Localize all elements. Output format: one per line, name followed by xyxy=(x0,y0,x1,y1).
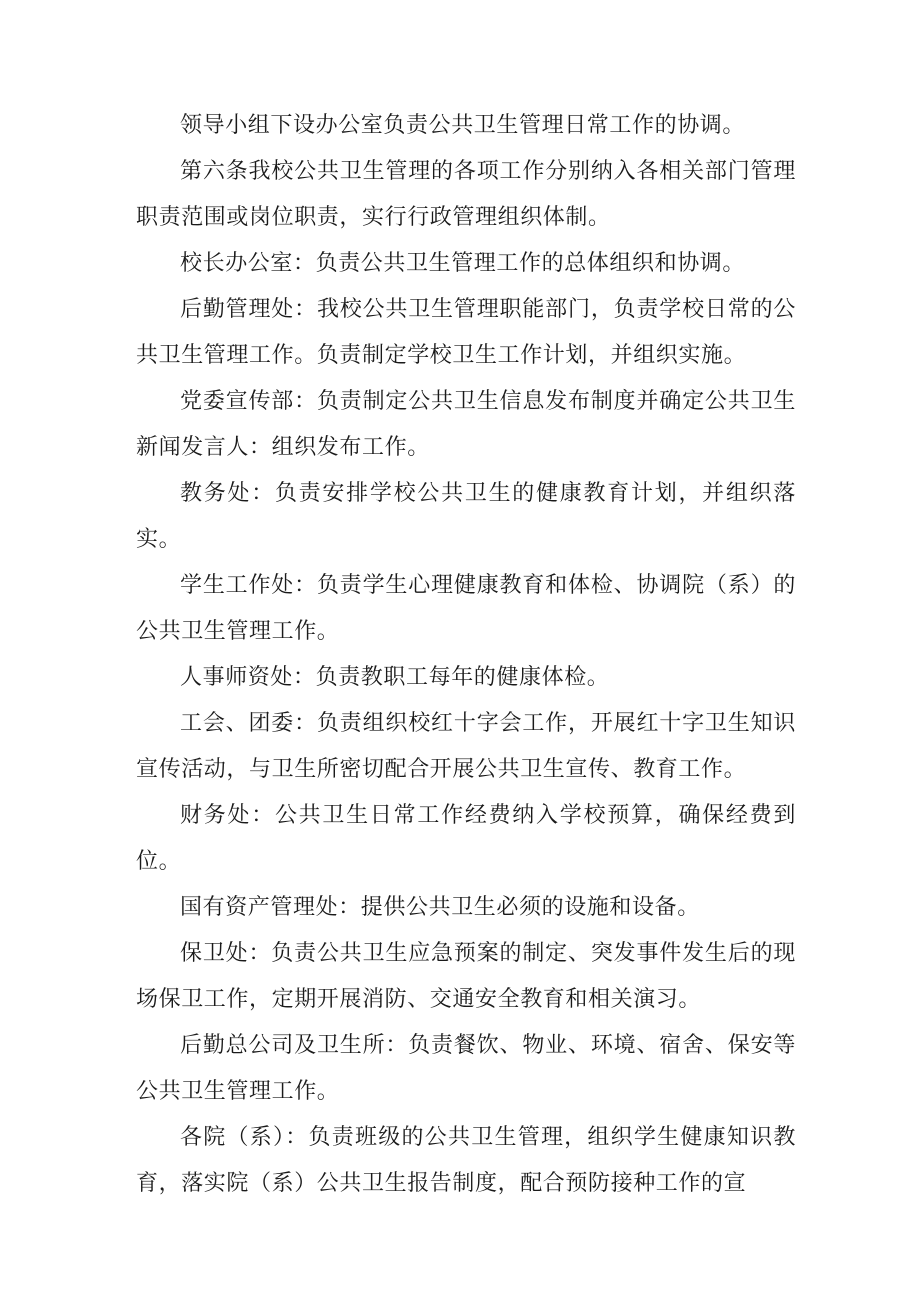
paragraph-student-affairs: 学生工作处：负责学生心理健康教育和体检、协调院（系）的公共卫生管理工作。 xyxy=(136,573,796,644)
paragraph-logistics-office: 后勤管理处：我校公共卫生管理职能部门，负责学校日常的公共卫生管理工作。负责制定学校卫生工作计划，并组织实施。 xyxy=(136,297,796,368)
paragraph-academic-affairs: 教务处：负责安排学校公共卫生的健康教育计划，并组织落实。 xyxy=(136,481,796,552)
paragraph-departments: 各院（系）：负责班级的公共卫生管理，组织学生健康知识教育，落实院（系）公共卫生报告制度，配合预防接种工作的宣 xyxy=(136,1125,796,1196)
paragraph-state-assets: 国有资产管理处：提供公共卫生必须的设施和设备。 xyxy=(180,895,700,920)
paragraph-human-resources: 人事师资处：负责教职工每年的健康体检。 xyxy=(180,665,610,690)
paragraph-article-six: 第六条我校公共卫生管理的各项工作分别纳入各相关部门管理职责范围或岗位职责，实行行政管理组织体制。 xyxy=(136,159,796,230)
paragraph-security-office: 保卫处：负责公共卫生应急预案的制定、突发事件发生后的现场保卫工作，定期开展消防、交通安全教育和相关演习。 xyxy=(136,941,796,1012)
paragraph-union-youth-league: 工会、团委：负责组织校红十字会工作，开展红十字卫生知识宣传活动，与卫生所密切配合开展公共卫生宣传、教育工作。 xyxy=(136,711,796,782)
paragraph-office-coordination: 领导小组下设办公室负责公共卫生管理日常工作的协调。 xyxy=(180,113,746,138)
paragraph-publicity-department: 党委宣传部：负责制定公共卫生信息发布制度并确定公共卫生新闻发言人：组织发布工作。 xyxy=(136,389,796,460)
paragraph-logistics-company: 后勤总公司及卫生所：负责餐饮、物业、环境、宿舍、保安等公共卫生管理工作。 xyxy=(136,1033,796,1104)
paragraph-finance-office: 财务处：公共卫生日常工作经费纳入学校预算，确保经费到位。 xyxy=(136,803,796,874)
document-body xyxy=(136,103,796,1207)
paragraph-president-office: 校长办公室：负责公共卫生管理工作的总体组织和协调。 xyxy=(180,251,746,276)
